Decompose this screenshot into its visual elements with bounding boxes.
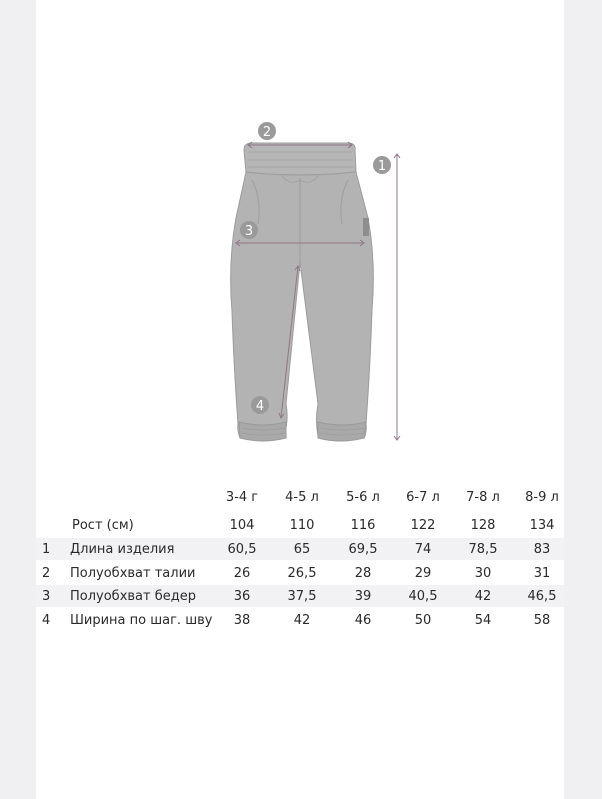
row-label: Ширина по шаг. шву <box>70 613 213 628</box>
row-value: 26 <box>233 566 251 581</box>
row-value: 40,5 <box>408 589 438 604</box>
row-value: 69,5 <box>348 542 378 557</box>
row-value: 42 <box>293 613 311 628</box>
right-cuff <box>318 422 366 441</box>
row-value: 31 <box>533 566 551 581</box>
row-value: 58 <box>533 613 551 628</box>
row-value: 74 <box>414 542 432 557</box>
pants-body <box>231 172 374 440</box>
pants-waistband <box>244 143 356 175</box>
table-row <box>36 538 564 560</box>
marker-3 <box>240 221 258 239</box>
brand-label-tag <box>363 218 369 236</box>
size-header: 7-8 л <box>466 490 500 505</box>
row-value: 36 <box>233 589 251 604</box>
marker-1 <box>373 156 391 174</box>
measure-length-line <box>394 154 400 440</box>
row-value: 104 <box>229 518 255 533</box>
marker-4 <box>251 396 269 414</box>
row-value: 134 <box>529 518 555 533</box>
row-label: Полуобхват талии <box>70 566 196 581</box>
marker-1-label: 1 <box>377 159 387 174</box>
row-value: 39 <box>354 589 372 604</box>
size-header: 8-9 л <box>525 490 559 505</box>
row-value: 122 <box>410 518 436 533</box>
table-row <box>36 562 564 584</box>
row-value: 42 <box>474 589 492 604</box>
left-cuff <box>239 422 286 441</box>
table-row <box>36 585 564 607</box>
row-value: 29 <box>414 566 432 581</box>
row-value: 50 <box>414 613 432 628</box>
table-row <box>36 609 564 631</box>
row-value: 46 <box>354 613 372 628</box>
marker-2-label: 2 <box>262 125 272 140</box>
row-value: 30 <box>474 566 492 581</box>
row-value: 26,5 <box>287 566 317 581</box>
row-value: 78,5 <box>468 542 498 557</box>
row-label: Длина изделия <box>70 542 175 557</box>
size-header: 3-4 г <box>225 490 259 505</box>
row-number: 4 <box>42 613 51 628</box>
marker-2 <box>258 122 276 140</box>
size-header: 6-7 л <box>406 490 440 505</box>
marker-3-label: 3 <box>244 224 254 239</box>
row-number: 3 <box>42 589 51 604</box>
row-value: 65 <box>293 542 311 557</box>
row-value: 110 <box>289 518 315 533</box>
row-value: 37,5 <box>287 589 317 604</box>
row-value: 83 <box>533 542 551 557</box>
row-value: 28 <box>354 566 372 581</box>
size-header: 4-5 л <box>285 490 319 505</box>
row-value: 38 <box>233 613 251 628</box>
size-header: 5-6 л <box>346 490 380 505</box>
row-value: 46,5 <box>527 589 557 604</box>
row-value: 116 <box>350 518 376 533</box>
row-number: 2 <box>42 566 51 581</box>
row-label: Рост (см) <box>72 518 134 533</box>
row-value: 54 <box>474 613 492 628</box>
row-value: 128 <box>470 518 496 533</box>
table-row <box>36 514 564 536</box>
row-number: 1 <box>42 542 51 557</box>
row-label: Полуобхват бедер <box>70 589 196 604</box>
row-value: 60,5 <box>227 542 257 557</box>
marker-4-label: 4 <box>255 399 265 414</box>
